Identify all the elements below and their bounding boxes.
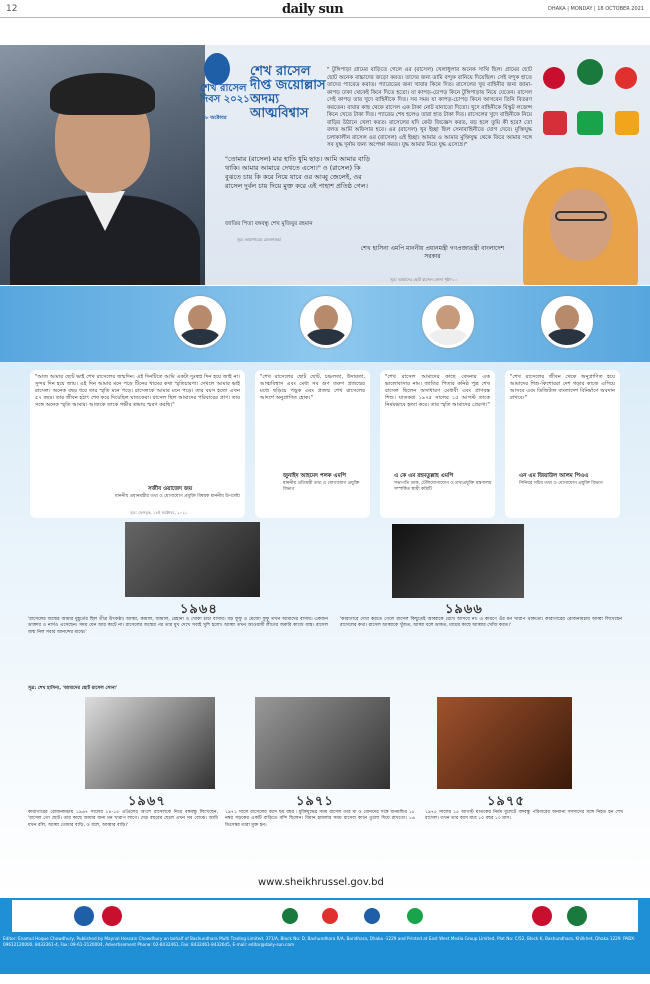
hero-section xyxy=(0,45,650,285)
year-1964: ১৯৬৪ xyxy=(180,602,218,617)
portrait-glasses xyxy=(555,211,607,221)
pm-quote-author: শেখ হাসিনা এমপি মাননীয় প্রধানমন্ত্রী গণপ্রজাতন্ত্রী বাংলাদেশ সরকার xyxy=(360,245,505,260)
photo-1966 xyxy=(392,524,524,598)
sheikh-hasina-portrait xyxy=(515,153,650,285)
caption-1966: 'কারাগারে দেখা করতে গেলে রাসেল কিছুতেই আব্বাকে রেখে আসবে না। এ কারণে ওঁর মন খারাপ থাকতো। কারাগারের রোজনামচায় আব্বা লিখেছেন রাসেলের কথা। রাসেল আব্বাকে খুঁজত, আব্বা বলে ডাকত, মায়ের কাছে আব্বার খোঁজ করত।' xyxy=(340,617,622,629)
message-card-2 xyxy=(255,370,370,518)
message-role: সভাপতি ডাক, টেলিযোগাযোগ ও তথ্যপ্রযুক্তি মন্ত্রণালয় সম্পর্কিত স্থায়ী কমিটি xyxy=(394,481,492,492)
caption-1964-source: সূত্র: শেখ হাসিনা, 'আমাদের ছোট রাসেল সোনা' xyxy=(28,686,118,691)
avatar-ziaul-alam xyxy=(541,296,593,348)
avatar-rahmatullah xyxy=(422,296,474,348)
caption-1975: ১৯৭৫ সালের ১৫ আগস্ট ঘাতকের নির্মম বুলেটে বঙ্গবন্ধু পরিবারের অন্যান্য সদস্যদের সঙ্গে নিহত হন শেখ রাসেল। তখন তার বয়স মাত্র ১০ বছর ১০ মাস। xyxy=(425,810,623,822)
message-role: মাননীয় প্রধানমন্ত্রীর তথ্য ও যোগাযোগ প্রযুক্তি বিষয়ক মাননীয় উপদেষ্টা xyxy=(115,494,240,499)
portrait-face xyxy=(550,189,612,261)
ict-logo-icon xyxy=(615,111,639,135)
digital-bangladesh-icon xyxy=(407,908,423,924)
emblem-date: ১৮ অক্টোবর xyxy=(202,115,227,121)
message-author: এ কে এম রহমতুল্লাহ এমপি xyxy=(394,473,454,479)
year-1967: ১৯৬৭ xyxy=(128,794,166,809)
newspaper-logo: daily sun xyxy=(282,2,344,17)
helpline-999-icon xyxy=(532,906,552,926)
message-text: "আজ আমার ছোট ভাই শেখ রাসেলের জন্মদিন। এই দিনটিতে আমি একটা দুঃস্বপ্ন দিন হয়ে জাই না। সুন্দর দিন হয়ে জায়। এই দিন আমার মনে পড়ে টিনের খামের কথা স্মৃতিচারণা। দেখলে আমার ভাই রাসেল। অনেক বছর ধরে তার স্মৃতি মনে পড়ে। রাসেলকে আমার মনে পড়ে। তার বয়স হতো এখন ৫৭ বছর। তার জীবন হঠাৎ শেষ করে দিয়েছিল ঘাতকেরা। রাসেল ছিল আমাদের পরিবারের প্রাণ। তার সঙ্গে অনেক স্মৃতি আমার। আজকে তাকে গভীর শ্রদ্ধায় স্মরণ করছি।" xyxy=(35,374,240,408)
bangladesh-seal-icon xyxy=(577,59,603,85)
portrait-hair xyxy=(50,73,155,115)
photo-1964 xyxy=(125,522,260,597)
helpline-109-icon xyxy=(102,906,122,926)
imprint: Editor: Enamul Hoque Chowdhury, Published by Maynal Hossain Chowdhury on behalf of Bashundhara Multi Trading Limited, 371/A, Block No: D, Bashundhara R/A, Baridhara, Dhaka -1229 and Printed at East West Media Group Limited, Plot No: C/52, Block K, Bashundhara, Khilkhet, Dhaka 1229. PABX: 09612120000, 8432361-4, Fax: 09-61-2120004, Advertisement Phone: 02-8432461, Fax: 8432461-8432645, E-mail: editor@daily-sun.com xyxy=(3,936,636,947)
bangabandhu-quote-source: সূত্র: কারাগারের রোজনামচা xyxy=(237,237,282,242)
message-role: সিনিয়র সচিব তথ্য ও যোগাযোগ প্রযুক্তি বিভাগ xyxy=(519,481,603,486)
hero-title: শেখ রাসেল দীপ্ত জয়োল্লাস অদম্য আত্মবিশ্বাস xyxy=(250,64,326,121)
masthead xyxy=(0,0,650,44)
golden-jubilee-logo-icon xyxy=(615,67,637,89)
masthead-rule xyxy=(0,17,650,18)
year-1966: ১৯৬৬ xyxy=(445,602,483,617)
message-author: জুনাইদ আহমেদ পলক এমপি xyxy=(283,473,346,479)
caption-1964: 'রাসেলের জন্মের আমার মুহূর্তের ছিল তীব্র উৎকণ্ঠা। আব্বা, কামাল, জামাল, রেহানা ও খোকা চাচা বাসায়। বড় ফুফু ও মেজো ফুফু তখন আমাদের বাসায়। একজন ডাক্তার ও নার্সও এসেছেন। সময় যেন আর কাটে না। রাসেলের জন্মের পর তার মুখ দেখে সবাই খুশি হলো। আব্বা তখন আওয়ামী লীগের জরুরি কাজে ব্যস্ত। রাসেল জন্ম নিল সবার আনন্দের মাঝে।' xyxy=(28,617,328,635)
mujib-borsho-logo-icon xyxy=(543,67,565,89)
message-author: এন এম জিয়াউল আলম পিএএ xyxy=(519,473,589,479)
message-role: মাননীয় প্রতিমন্ত্রী তথ্য ও যোগাযোগ প্রযুক্তি বিভাগ xyxy=(283,481,360,492)
cca-logo-icon xyxy=(322,908,338,924)
photo-1967 xyxy=(85,697,215,789)
year-1975: ১৯৭৫ xyxy=(487,794,525,809)
bangabandhu-portrait xyxy=(0,45,205,285)
message-text: "শেখ রাসেল আমাদের কাছে বেদনার এক ভালোবাসার নাম। জাতির পিতার কনিষ্ঠ পুত্র শেখ রাসেল ছিলেন অসাধারণ মেধাবী এবং প্রাণবন্ত শিশু। ঘাতকরা ১৯৭৫ সালের ১৫ আগস্ট তাকে নির্মমভাবে হত্যা করে। তার স্মৃতি আমাদের প্রেরণা।" xyxy=(385,374,490,408)
message-card-4 xyxy=(505,370,620,518)
year-1971: ১৯৭১ xyxy=(296,794,334,809)
avatar-junaid-palak xyxy=(300,296,352,348)
message-text: "শেখ রাসেলের জীবন থেকে অনুপ্রাণিত হয়ে আমাদের শিশু-কিশোররা দেশ গড়ার কাজে এগিয়ে আসবে এবং ডিজিটাল বাংলাদেশ বিনির্মাণে অবদান রাখবে।" xyxy=(510,374,615,401)
a2i-logo-icon xyxy=(543,111,567,135)
website-link[interactable]: www.sheikhrussel.gov.bd xyxy=(258,877,384,888)
bangabandhu-quote: "তোমার (রাসেল) মার হাতি ধুমি ছাড়। আমি আমার বাড়ি থাকি। আমার আমারে দেখতে এসো।" ও (রাসেল) কি বুঝতে চায় কি করে নিয়ে যাবে ওর আব্বু জেলেই, ওর রাসেল দুর্বল চায় দিয়ে মুক্ত করে এই পাহাশ প্রতিষ্ঠ গেল। xyxy=(225,155,370,190)
issue-date: DHAKA | MONDAY | 18 OCTOBER 2021 xyxy=(548,6,644,12)
russel-silhouette-icon xyxy=(204,53,230,85)
message-author: সজীব ওয়াজেদ জয় xyxy=(148,486,193,492)
emblem-title: শেখ রাসেল দিবস ২০২১ xyxy=(200,83,250,105)
footer-logo-strip xyxy=(12,900,638,932)
message-card-3 xyxy=(380,370,495,518)
ict-division-logo-icon xyxy=(577,111,603,135)
pm-quote-source: সূত্র: আমাদের ছোট রাসেল সোনা পৃষ্ঠা-১০ xyxy=(390,277,458,282)
photo-1975 xyxy=(437,697,572,789)
caption-1967: কারাগারের রোজনামচায় ১৯৬৭ সালের ১৪-১৫ এপ্রিলের অংশে রাসেলকে নিয়ে বঙ্গবন্ধু লিখেছেন, 'রাসেল তো ছোট। তার কাছে আমার জন্য মন খারাপ লাগে। দেড় বছরের ছেলে এখন সব বোঝে। আমি যখন বলি, আব্বা তোমার বাড়ি, ও বলে, আব্বার বাড়ি।' xyxy=(28,810,218,828)
sponsor-logos xyxy=(535,49,647,159)
page-number: 12 xyxy=(6,4,18,14)
helpline-333-icon xyxy=(74,906,94,926)
caption-1971: ১৯৭১ সালে রাসেলের বয়স ছয় বছর ৷ মুক্তিযুদ্ধের সময় রাসেল তার মা ও বোনদের সঙ্গে ধানমন্ডির ১৮ নম্বর সড়কের একটি বাড়িতে বন্দি ছিলেন। বিমান হামলার সময় রাসেল কানে তুলো দিয়ে রাখতো। ১৬ ডিসেম্বর তারা মুক্ত হন। xyxy=(225,810,415,828)
message-card-1 xyxy=(30,370,245,518)
footer xyxy=(0,898,650,974)
pm-quote: " টুঙ্গিপাড়া গ্রামের বাড়িতে গেলে ওর (রাসেল) খেলাধুলার অনেক সাথি ছিল। গ্রামের ছোট ছোট অনেক বাচ্চাদের জড়ো করত। তাদের জন্য ডামি বন্দুক বানিয়ে দিয়েছিল। সেই বন্দুক হাতে তাদের প্যারেড করাত। প্যারেডের জন্য খাবার কিনে দিত। রাসেলের খুব বাহিনীর জন্য জামা-কাপড় ঢাকা থেকেই কিনে দিতে হতো। যা কাপড়-চোপড় কিনে টুঙ্গিপাড়ায় নিয়ে যেতেন। রাসেল সেই কাপড় তার খুদে বাহিনীকে দিত। সব সময় যা কাপড়-চোপড় কিনে আসবেন তিনি বিতরণ করতেন। বাবার কাছ থেকে রাসেল এক টাকা নোট বানাতো দিতো। খুদে বাহিনীকে বিস্কুট লজেন্স কিনে খেতে টাকা দিত। প্যারেড শেষ হলেও তারা হাত টাকা দিত। রাসেলের খুদে বাহিনীকে নিয়ে বাড়ির উঠানে খেলা করত। রাসেলের যদি কেউ জিজ্ঞেস করত, বড় হলে তুমি কী হবে? তো বলত আর্মি অফিসার হবে। ওর (রাসেল) খুব ইচ্ছা ছিল সেনাবাহিনীতে যোগ দেবে। মুক্তিযুদ্ধ চলাকালীন রাসেল ওর (রাসেল) এই ইচ্ছা। আমার ও আমার মুক্তিযুদ্ধ থেকে ফিরে আমার সঙ্গে সব যুদ্ধ দুর্নাম জন্য অপেক্ষা করত। যুদ্ধ আমার নিয়ে যুদ্ধ এসেছে।" xyxy=(327,67,532,148)
ekpay-logo-icon xyxy=(567,906,587,926)
govt-seal-icon xyxy=(364,908,380,924)
message-text: "শেখ রাসেলের ছোট ছোট, চঞ্চলতা, উদারতা, আত্মবিশ্বাস এবং মেধা সব গুণ তরুণ প্রজন্মের মধ্যে ছড়িয়ে পড়ুক এবং প্রজন্ম শেখ রাসেলের আদর্শে অনুপ্রাণিত হোক।" xyxy=(260,374,365,401)
photo-1971 xyxy=(255,697,390,789)
message-source: সূত্র: ফেসবুক, ১৮ই অক্টোবর, ২০২১ xyxy=(130,510,188,515)
avatar-sajeeb-wazed xyxy=(174,296,226,348)
bangabandhu-quote-author: জাতির পিতা বঙ্গবন্ধু শেখ মুজিবুর রহমান xyxy=(225,221,313,227)
ict-ministry-icon xyxy=(282,908,298,924)
